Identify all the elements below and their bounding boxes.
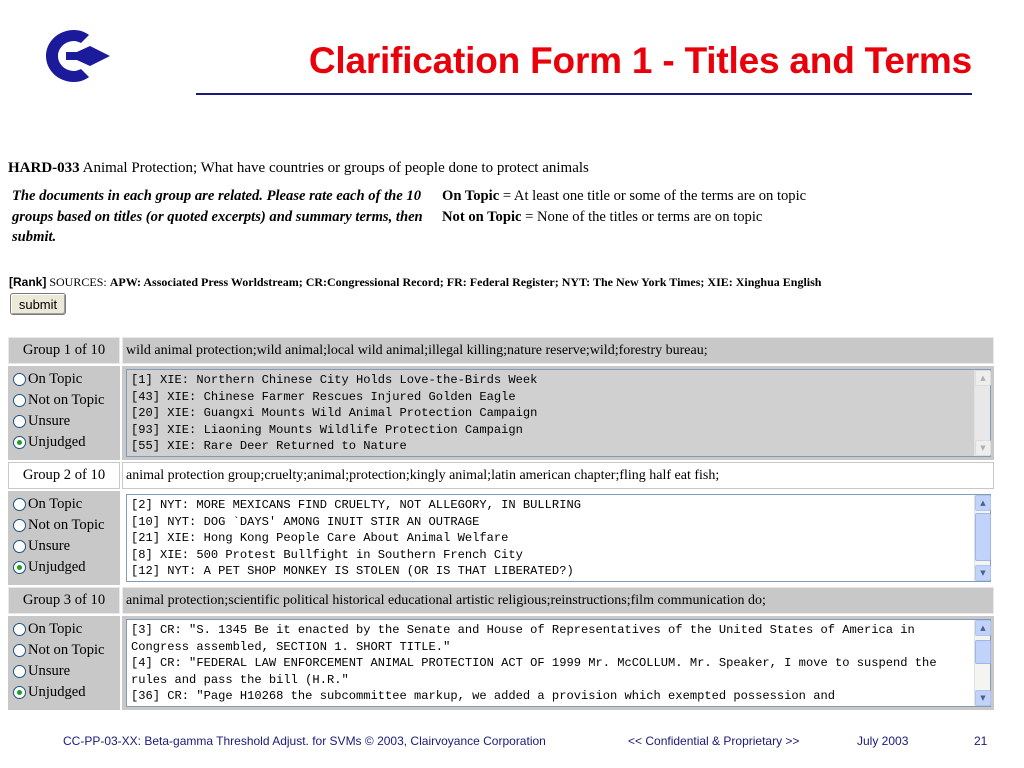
rating-options	[8, 616, 120, 710]
title-divider	[196, 93, 972, 95]
docs-scrollbar[interactable]	[974, 495, 990, 581]
radio-checked-icon[interactable]	[13, 436, 26, 449]
group-label: Group 3 of 10	[8, 587, 120, 614]
group-docs-textarea[interactable]	[126, 619, 991, 707]
option-unjudged[interactable]	[13, 682, 120, 703]
option-not-on-topic[interactable]	[13, 515, 120, 536]
radio-icon[interactable]	[13, 415, 26, 428]
scroll-down-icon[interactable]: ▼	[975, 565, 991, 581]
option-label: Unjudged	[28, 684, 86, 700]
rating-legend	[442, 186, 806, 227]
option-label: Unsure	[28, 413, 71, 429]
scroll-down-icon[interactable]: ▼	[975, 440, 991, 456]
option-on-topic[interactable]	[13, 619, 120, 640]
group-terms: animal protection;scientific political historical educational artistic religious;reinstructions;film communication do;	[122, 587, 994, 614]
radio-icon[interactable]	[13, 519, 26, 532]
group-terms: animal protection group;cruelty;animal;protection;kingly animal;latin american chapter;fling half eat fish;	[122, 462, 994, 489]
group-header	[8, 337, 994, 364]
scroll-thumb[interactable]	[975, 513, 991, 561]
sources-text: APW: Associated Press Worldstream; CR:Congressional Record; FR: Federal Register; NYT: The New York Times; XIE: Xinghua English	[109, 275, 822, 289]
topic-id: HARD-033	[8, 160, 80, 176]
footer-date: July 2003	[857, 734, 909, 748]
rating-options	[8, 366, 120, 460]
option-label: Not on Topic	[28, 517, 105, 533]
radio-icon[interactable]	[13, 373, 26, 386]
option-label: Not on Topic	[28, 642, 105, 658]
option-label: On Topic	[28, 371, 83, 387]
option-label: Unjudged	[28, 434, 86, 450]
radio-icon[interactable]	[13, 498, 26, 511]
option-label: Unjudged	[28, 559, 86, 575]
option-not-on-topic[interactable]	[13, 640, 120, 661]
option-unsure[interactable]	[13, 661, 120, 682]
scroll-up-icon[interactable]: ▲	[975, 620, 991, 636]
option-unjudged[interactable]	[13, 432, 120, 453]
sources-line	[9, 275, 821, 290]
docs-text: [3] CR: "S. 1345 Be it enacted by the Senate and House of Representatives of the United States of America in Congress assembled, SECTION 1. SHORT TITLE." [4] CR: "FEDERAL LAW ENFORCEMENT ANIMAL PROTECTION ACT OF 1999 Mr. McCOLLUM. Mr. Speaker, I move to suspend the rules and pass the bill (H.R." [36] CR: "Page H10268 the subcommittee markup, we added a provision which exempted possession and	[131, 623, 937, 704]
footer-page-number: 21	[974, 734, 988, 748]
radio-icon[interactable]	[13, 644, 26, 657]
group-body	[8, 366, 994, 460]
radio-icon[interactable]	[13, 394, 26, 407]
group-header	[8, 462, 994, 489]
group-body	[8, 491, 994, 585]
option-label: On Topic	[28, 621, 83, 637]
topic-text: Animal Protection; What have countries or groups of people done to protect animals	[82, 160, 589, 176]
scroll-down-icon[interactable]: ▼	[975, 690, 991, 706]
sources-rank: [Rank]	[9, 275, 47, 289]
docs-text: [2] NYT: MORE MEXICANS FIND CRUELTY, NOT ALLEGORY, IN BULLRING [10] NYT: DOG `DAYS' AMONG INUIT STIR AN OUTRAGE [21] XIE: Hong Kong People Care About Animal Welfare [8] XIE: 500 Protest Bullfight in Southern French City [12] NYT: A PET SHOP MONKEY IS STOLEN (OR IS THAT LIBERATED?)	[131, 498, 581, 579]
clairvoyance-logo-icon	[40, 24, 114, 88]
group-body	[8, 616, 994, 710]
group-terms: wild animal protection;wild animal;local wild animal;illegal killing;nature reserve;wild;forestry bureau;	[122, 337, 994, 364]
radio-icon[interactable]	[13, 665, 26, 678]
docs-cell	[122, 491, 994, 585]
topic-line	[8, 160, 589, 177]
group-docs-textarea[interactable]	[126, 369, 991, 457]
scroll-up-icon[interactable]: ▲	[975, 370, 991, 386]
docs-cell	[122, 366, 994, 460]
docs-scrollbar[interactable]	[974, 370, 990, 456]
scroll-up-icon[interactable]: ▲	[975, 495, 991, 511]
slide-title: Clarification Form 1 - Titles and Terms	[308, 40, 972, 81]
option-unjudged[interactable]	[13, 557, 120, 578]
legend-on-topic-label: On Topic	[442, 188, 500, 204]
footer-confidential: << Confidential & Proprietary >>	[628, 734, 800, 748]
radio-checked-icon[interactable]	[13, 561, 26, 574]
radio-icon[interactable]	[13, 623, 26, 636]
group-docs-textarea[interactable]	[126, 494, 991, 582]
legend-not-on-topic-label: Not on Topic	[442, 208, 522, 225]
radio-icon[interactable]	[13, 540, 26, 553]
option-label: Unsure	[28, 663, 71, 679]
option-on-topic[interactable]	[13, 494, 120, 515]
option-unsure[interactable]	[13, 536, 120, 557]
rating-options	[8, 491, 120, 585]
group-label: Group 1 of 10	[8, 337, 120, 364]
footer-copyright: CC-PP-03-XX: Beta-gamma Threshold Adjust. for SVMs © 2003, Clairvoyance Corporation	[63, 734, 546, 748]
group-label: Group 2 of 10	[8, 462, 120, 489]
option-unsure[interactable]	[13, 411, 120, 432]
docs-cell	[122, 616, 994, 710]
group-header	[8, 587, 994, 614]
sources-label: SOURCES:	[49, 275, 107, 289]
legend-not-on-topic-text: = None of the titles or terms are on topic	[525, 208, 763, 225]
radio-checked-icon[interactable]	[13, 686, 26, 699]
option-label: Unsure	[28, 538, 71, 554]
docs-text: [1] XIE: Northern Chinese City Holds Love-the-Birds Week [43] XIE: Chinese Farmer Rescues Injured Golden Eagle [20] XIE: Guangxi Mounts Wild Animal Protection Campaign [93] XIE: Liaoning Mounts Wildlife Protection Campaign [55] XIE: Rare Deer Returned to Nature	[131, 373, 538, 454]
legend-on-topic-text: = At least one title or some of the terms are on topic	[502, 188, 807, 204]
option-label: Not on Topic	[28, 392, 105, 408]
scroll-thumb[interactable]	[975, 640, 991, 664]
groups-table	[8, 337, 994, 712]
option-label: On Topic	[28, 496, 83, 512]
submit-button[interactable]: submit	[10, 293, 66, 315]
docs-scrollbar[interactable]	[974, 620, 990, 706]
option-not-on-topic[interactable]	[13, 390, 120, 411]
option-on-topic[interactable]	[13, 369, 120, 390]
instructions: The documents in each group are related. Please rate each of the 10 groups based on titles (or quoted excerpts) and summary terms, then submit.	[12, 188, 423, 245]
